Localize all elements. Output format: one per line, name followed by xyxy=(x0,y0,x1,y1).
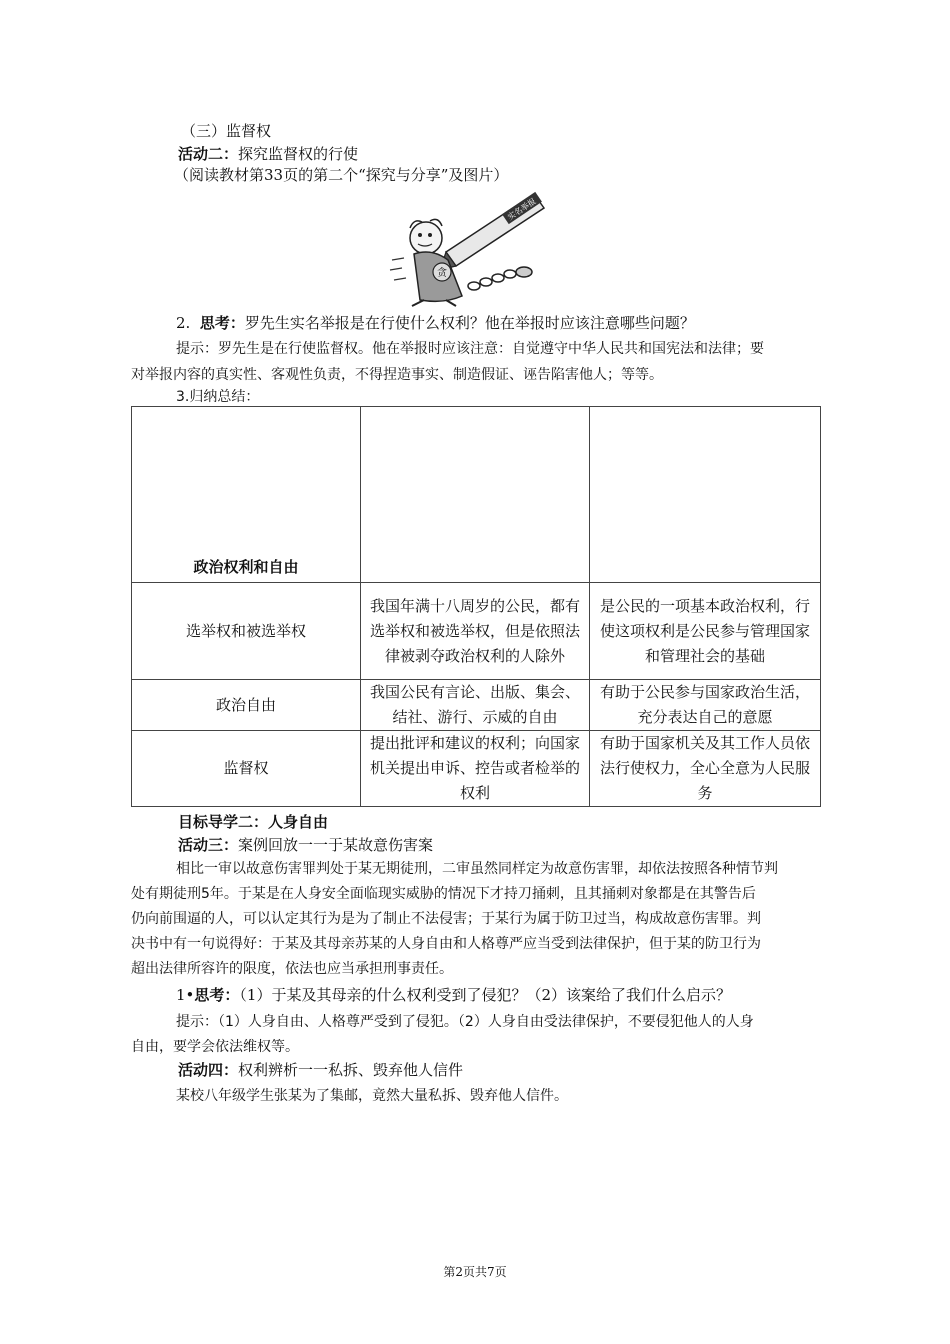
activity-two-text: 探究监督权的行使 xyxy=(238,145,359,163)
activity-four-description: 某校八年级学生张某为了集邮，竟然大量私拆、毁弃他人信件。 xyxy=(176,1088,568,1104)
hint-one-line-1: 提示：罗先生是在行使监督权。他在举报时应该注意：自觉遵守中华人民共和国宪法和法律；要 xyxy=(176,341,764,357)
activity-four-heading xyxy=(178,1059,463,1081)
reading-note: （阅读教材第33页的第二个“探究与分享”及图片） xyxy=(174,166,509,184)
activity-two-heading xyxy=(178,143,358,165)
activity-two-label: 活动二： xyxy=(178,145,239,163)
cartoon-illustration xyxy=(384,188,554,308)
right-name-cell: 选举权和被选举权 xyxy=(132,583,361,680)
activity-four-text: 权利辨析一一私拆、毁弃他人信件 xyxy=(238,1061,464,1079)
question-two-number: 2. xyxy=(176,314,191,332)
goal-two-heading: 目标导学二：人身自由 xyxy=(178,813,329,831)
section-title: （三）监督权 xyxy=(181,122,272,140)
right-meaning-cell: 有助于国家机关及其工作人员依法行使权力，全心全意为人民服务 xyxy=(590,731,821,807)
table-row xyxy=(132,583,821,680)
right-content-cell: 我国年满十八周岁的公民，都有选举权和被选举权，但是依照法律被剥夺政治权利的人除外 xyxy=(361,583,590,680)
activity-four-label: 活动四： xyxy=(178,1061,239,1079)
case-text-line-4: 决书中有一句说得好：于某及其母亲苏某的人身自由和人格尊严应当受到法律保护，但于某的防卫行为 xyxy=(131,936,761,952)
question-one-label: 思考： xyxy=(194,986,240,1004)
table-row xyxy=(132,680,821,731)
hint-two-line-1: 提示：（1）人身自由、人格尊严受到了侵犯。（2）人身自由受法律保护，不要侵犯他人的人身 xyxy=(176,1014,754,1030)
chain-icon xyxy=(468,267,532,290)
pen-label: 实名举报 xyxy=(506,196,538,222)
right-meaning-cell: 是公民的一项基本政治权利，行使这项权利是公民参与管理国家和管理社会的基础 xyxy=(590,583,821,680)
activity-three-label: 活动三： xyxy=(178,836,239,854)
right-name-cell: 监督权 xyxy=(132,731,361,807)
right-meaning-cell: 有助于公民参与国家政治生活，充分表达自己的意愿 xyxy=(590,680,821,731)
case-text-line-5: 超出法律所容许的限度，依法也应当承担刑事责任。 xyxy=(131,961,453,977)
right-content-cell: 我国公民有言论、出版、集会、结社、游行、示威的自由 xyxy=(361,680,590,731)
table-header-cell: 政治权利和自由 xyxy=(132,407,361,583)
question-two-label: 思考： xyxy=(199,314,245,332)
question-one-number: 1• xyxy=(176,986,195,1004)
question-two-text: 罗先生实名举报是在行使什么权利？他在举报时应该注意哪些问题？ xyxy=(244,314,695,332)
summary-table xyxy=(131,406,821,807)
right-content-cell: 提出批评和建议的权利；向国家机关提出申诉、控告或者检举的权利 xyxy=(361,731,590,807)
case-text-line-1: 相比一审以故意伤害罪判处于某无期徒刑，二审虽然同样定为故意伤害罪，却依法按照各种情节判 xyxy=(176,861,778,877)
table-header-row xyxy=(132,407,821,583)
summary-label: 3.归纳总结： xyxy=(176,389,260,405)
table-header-blank xyxy=(590,407,821,583)
figure-label: 贪 xyxy=(437,268,447,279)
hint-one-line-2: 对举报内容的真实性、客观性负责，不得捏造事实、制造假证、诬告陷害他人；等等。 xyxy=(131,367,663,383)
activity-three-heading xyxy=(178,834,433,856)
question-one-text: （1）于某及其母亲的什么权利受到了侵犯？（2）该案给了我们什么启示？ xyxy=(239,986,732,1004)
right-name-cell: 政治自由 xyxy=(132,680,361,731)
table-row xyxy=(132,731,821,807)
case-text-line-3: 仍向前围逼的人，可以认定其行为是为了制止不法侵害；于某行为属于防卫过当，构成故意伤害罪。判 xyxy=(131,911,761,927)
case-text-line-2: 处有期徒刑5年。于某是在人身安全面临现实威胁的情况下才持刀捅刺，且其捅刺对象都是在其警告后 xyxy=(131,886,756,902)
page-footer: 第2页共7页 xyxy=(443,1265,507,1279)
activity-three-text: 案例回放一一于某故意伤害案 xyxy=(238,836,434,854)
hint-two-line-2: 自由，要学会依法维权等。 xyxy=(131,1039,299,1055)
question-two xyxy=(176,312,695,334)
pen-icon xyxy=(440,192,544,270)
motion-lines-icon xyxy=(390,258,406,280)
table-header-blank xyxy=(361,407,590,583)
question-one xyxy=(176,984,731,1006)
